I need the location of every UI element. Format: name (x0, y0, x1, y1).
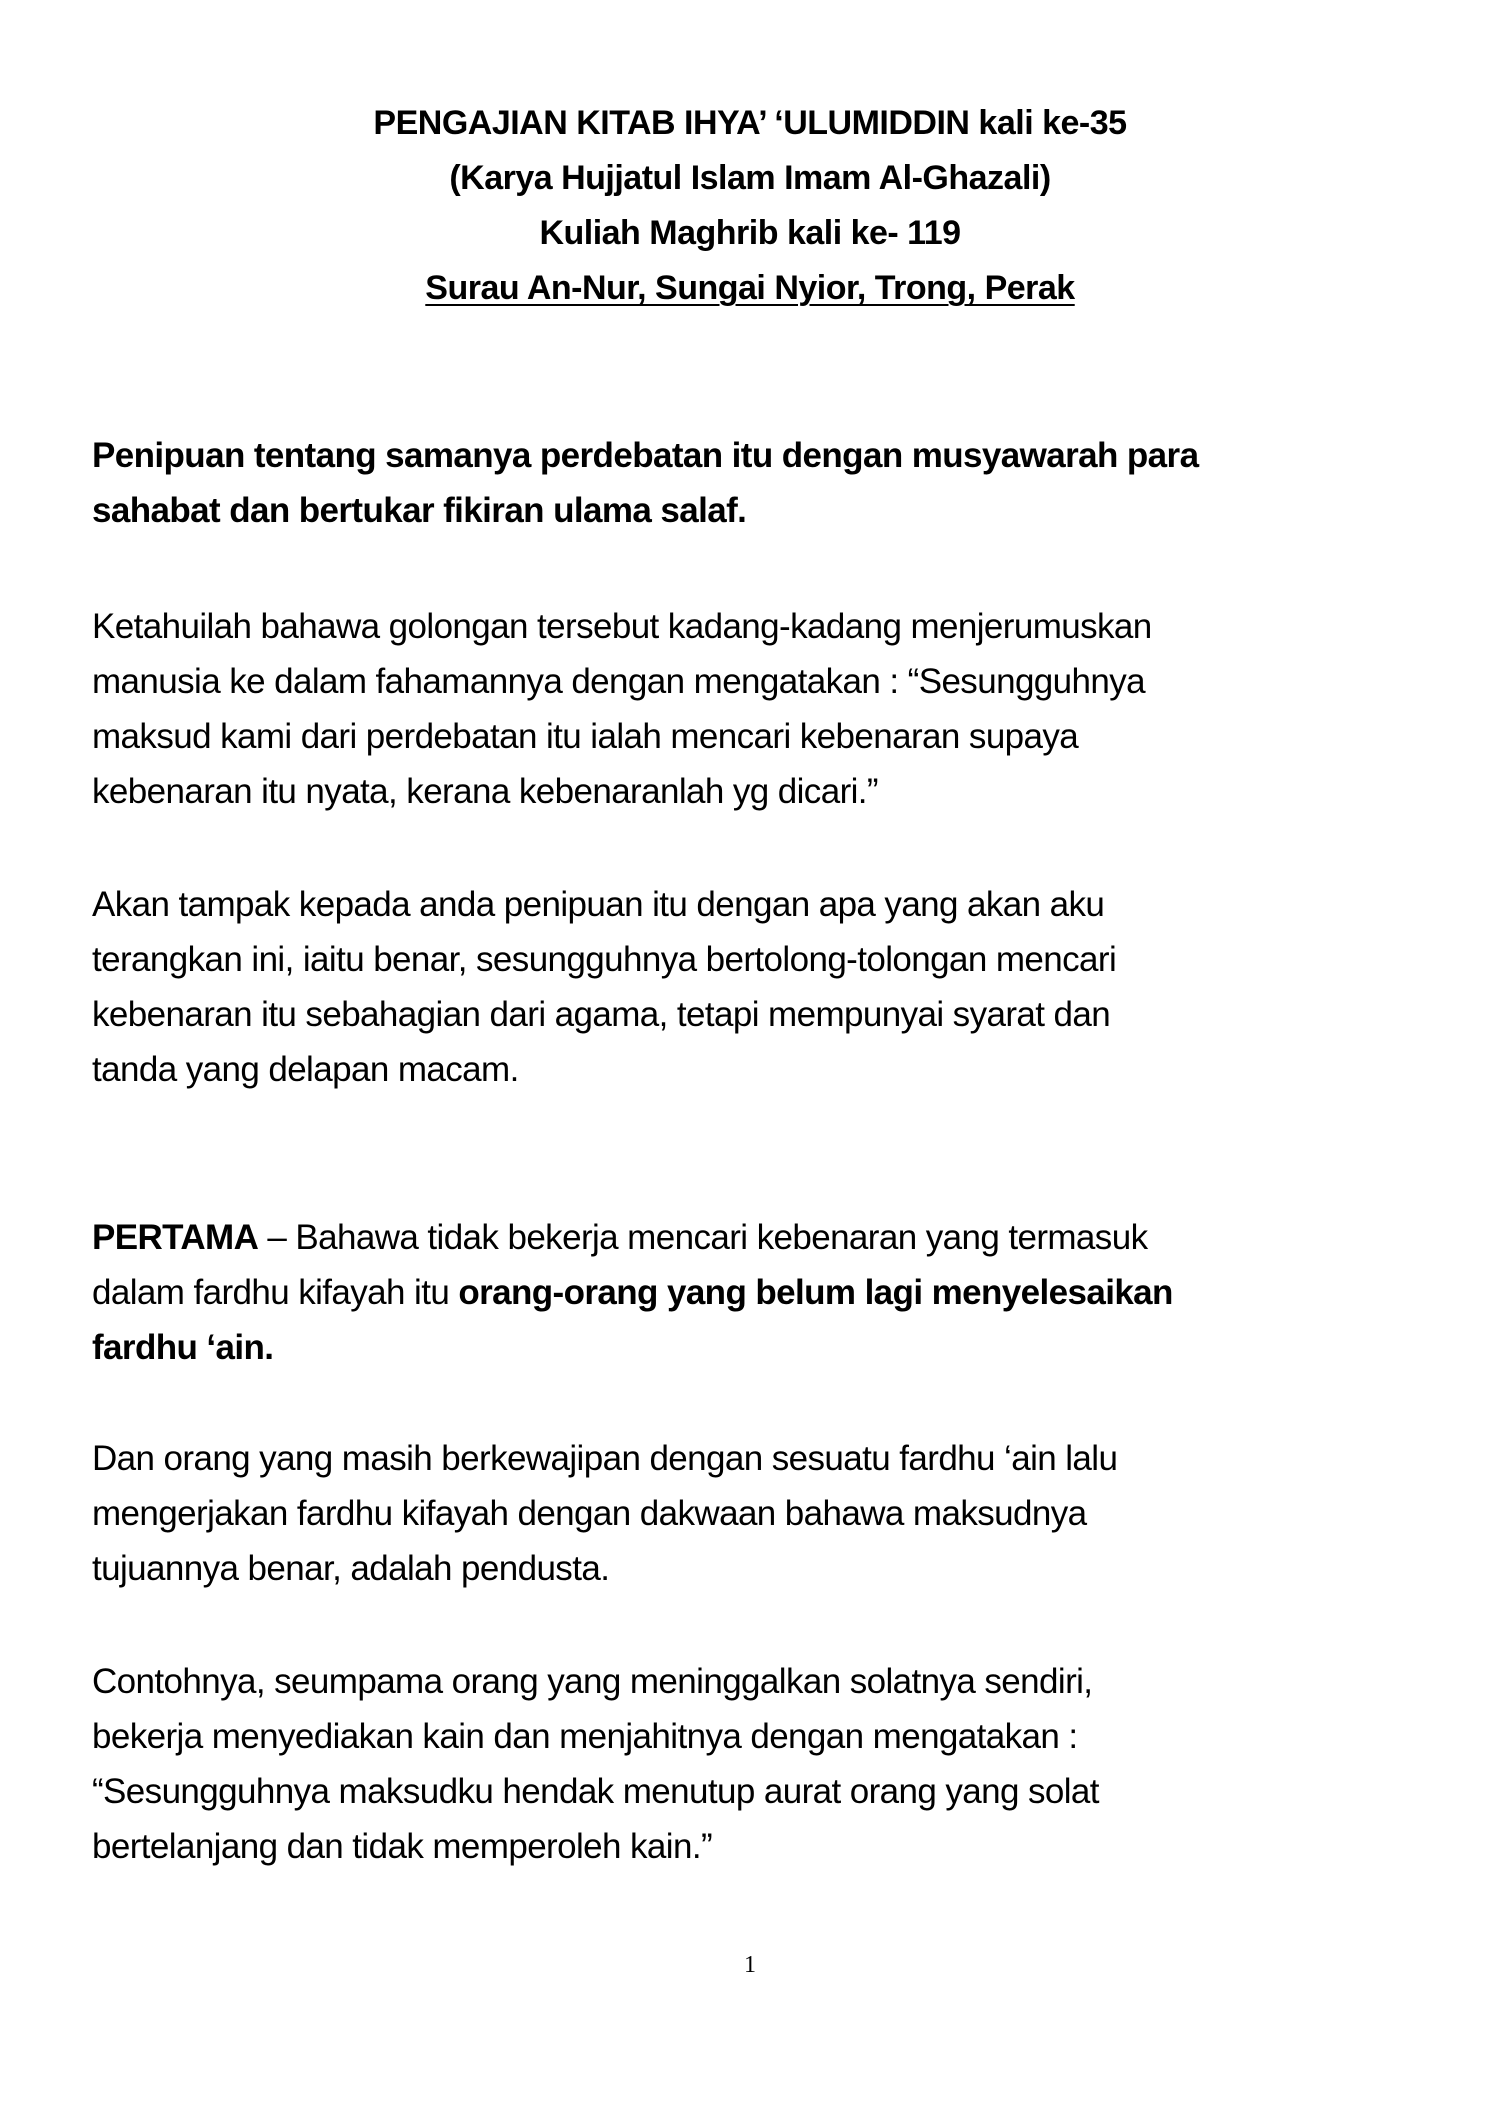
paragraph-line: maksud kami dari perdebatan itu ialah mencari kebenaran supaya (92, 717, 1079, 756)
document-header (0, 96, 1500, 316)
pertama-label: PERTAMA (92, 1218, 259, 1257)
pertama-plain-text: dalam fardhu kifayah itu (92, 1273, 459, 1312)
paragraph-line: Dan orang yang masih berkewajipan dengan sesuatu fardhu ‘ain lalu (92, 1439, 1118, 1478)
paragraph-line: terangkan ini, iaitu benar, sesungguhnya bertolong-tolongan mencari (92, 940, 1117, 979)
paragraph-line: “Sesungguhnya maksudku hendak menutup aurat orang yang solat (92, 1772, 1099, 1811)
pertama-line-2 (92, 1265, 1432, 1320)
paragraph-line: Ketahuilah bahawa golongan tersebut kadang-kadang menjerumuskan (92, 607, 1152, 646)
pertama-dash: – (258, 1218, 296, 1257)
paragraph-line: bekerja menyediakan kain dan menjahitnya dengan mengatakan : (92, 1717, 1078, 1756)
paragraph-line: kebenaran itu sebahagian dari agama, tetapi mempunyai syarat dan (92, 995, 1111, 1034)
paragraph-line: Akan tampak kepada anda penipuan itu dengan apa yang akan aku (92, 885, 1105, 924)
header-title: PENGAJIAN KITAB IHYA’ ‘ULUMIDDIN kali ke-35 (373, 104, 1127, 142)
page-number: 1 (744, 1952, 756, 1978)
section-heading-line: sahabat dan bertukar fikiran ulama salaf. (92, 491, 747, 530)
pertama-text: Bahawa tidak bekerja mencari kebenaran yang termasuk (295, 1218, 1148, 1257)
header-author: (Karya Hujjatul Islam Imam Al-Ghazali) (449, 159, 1051, 197)
paragraph-line: Contohnya, seumpama orang yang meninggalkan solatnya sendiri, (92, 1662, 1093, 1701)
pertama-paragraph (92, 1210, 1432, 1375)
section-heading-line: Penipuan tentang samanya perdebatan itu dengan musyawarah para (92, 436, 1199, 475)
pertama-emphasis: orang-orang yang belum lagi menyelesaikan (458, 1273, 1173, 1312)
pertama-line-3: fardhu ‘ain. (92, 1328, 274, 1367)
paragraph-line: manusia ke dalam fahamannya dengan mengatakan : “Sesungguhnya (92, 662, 1146, 701)
paragraph-line: kebenaran itu nyata, kerana kebenaranlah yg dicari.” (92, 772, 878, 811)
paragraph-4 (92, 1654, 1432, 1874)
paragraph-line: bertelanjang dan tidak memperoleh kain.” (92, 1827, 712, 1866)
pertama-line-1 (92, 1210, 1432, 1265)
header-location: Surau An-Nur, Sungai Nyior, Trong, Perak (425, 269, 1075, 307)
paragraph-1 (92, 599, 1432, 819)
paragraph-3 (92, 1431, 1432, 1596)
header-session: Kuliah Maghrib kali ke- 119 (539, 214, 961, 252)
paragraph-line: mengerjakan fardhu kifayah dengan dakwaan bahawa maksudnya (92, 1494, 1087, 1533)
section-heading (92, 428, 1432, 538)
paragraph-line: tujuannya benar, adalah pendusta. (92, 1549, 610, 1588)
paragraph-2 (92, 877, 1432, 1097)
paragraph-line: tanda yang delapan macam. (92, 1050, 519, 1089)
